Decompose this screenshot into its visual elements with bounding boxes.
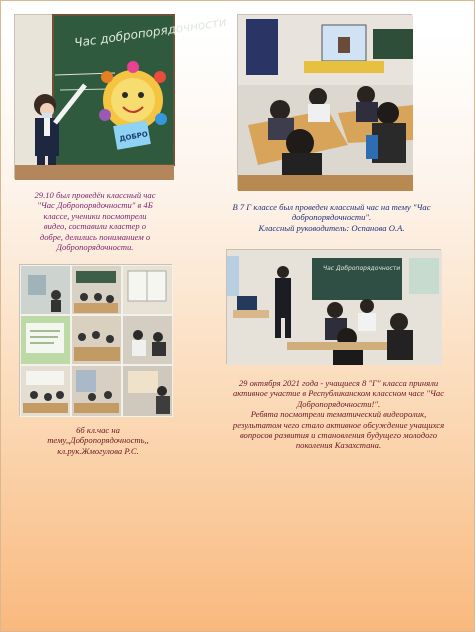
caption-class-6b-line: тему,,Добропорядочность,, — [47, 435, 149, 446]
photo-class-8g — [226, 249, 441, 364]
caption-class-6b-line: кл.рук.Жмогулова Р.С. — [57, 445, 139, 456]
caption-class-4b-line: Добропорядочности. — [56, 242, 134, 253]
board-text: Час добропорядочности — [73, 14, 228, 50]
photo-class-4b-image — [15, 14, 228, 180]
caption-class-6b — [13, 425, 183, 456]
photo-class-7g — [237, 14, 412, 190]
caption-class-6b-line: 6б кл.час на — [76, 425, 120, 435]
photo-class-7g-image — [238, 15, 413, 191]
caption-class-7g — [204, 202, 459, 233]
caption-class-4b-line: видео, составили кластер о — [43, 221, 147, 232]
caption-class-8g-line: вопросов развития и становления будущего молодого — [239, 430, 438, 441]
caption-class-4b-line: добре, делились пониманием о — [39, 231, 151, 242]
photo-class-6b-collage-image — [20, 265, 173, 417]
caption-class-4b-line: классе, ученики посмотрели — [43, 210, 147, 221]
caption-class-7g-line: В 7 Г классе был проведен классный час на тему "Час — [232, 202, 431, 212]
photo-class-4b — [14, 14, 228, 179]
caption-class-8g-line: результатом чего стало активное обсуждение учащихся — [232, 419, 445, 430]
photo-class-8g-image — [227, 250, 442, 365]
screen-text: Час Добропорядочности — [323, 265, 401, 272]
caption-class-8g-line: Добропорядочности!". — [296, 398, 381, 409]
caption-class-8g-line: Ребята посмотрели тематический видеоролик, — [250, 409, 427, 420]
caption-class-8g-line: 29 октября 2021 года - учащиеся 8 "Г" класса приняли — [238, 378, 439, 388]
caption-class-8g — [211, 378, 466, 451]
caption-class-8g-line: поколения Казахстана. — [295, 440, 382, 451]
caption-class-8g-line: активное участие в Республиканском классном часе "Час — [232, 388, 445, 399]
caption-class-7g-line: Классный руководитель: Оспанова О.А. — [258, 222, 405, 233]
caption-class-4b-line: 29.10 был проведён классный час — [34, 190, 156, 200]
caption-class-4b — [11, 190, 179, 252]
photo-class-6b-collage — [19, 264, 172, 416]
caption-class-7g-line: добропорядочности". — [291, 212, 372, 223]
sun-poster-text: ДОБРО — [118, 130, 149, 144]
caption-class-4b-line: "Час Добропорядочности" в 4Б — [37, 200, 153, 211]
